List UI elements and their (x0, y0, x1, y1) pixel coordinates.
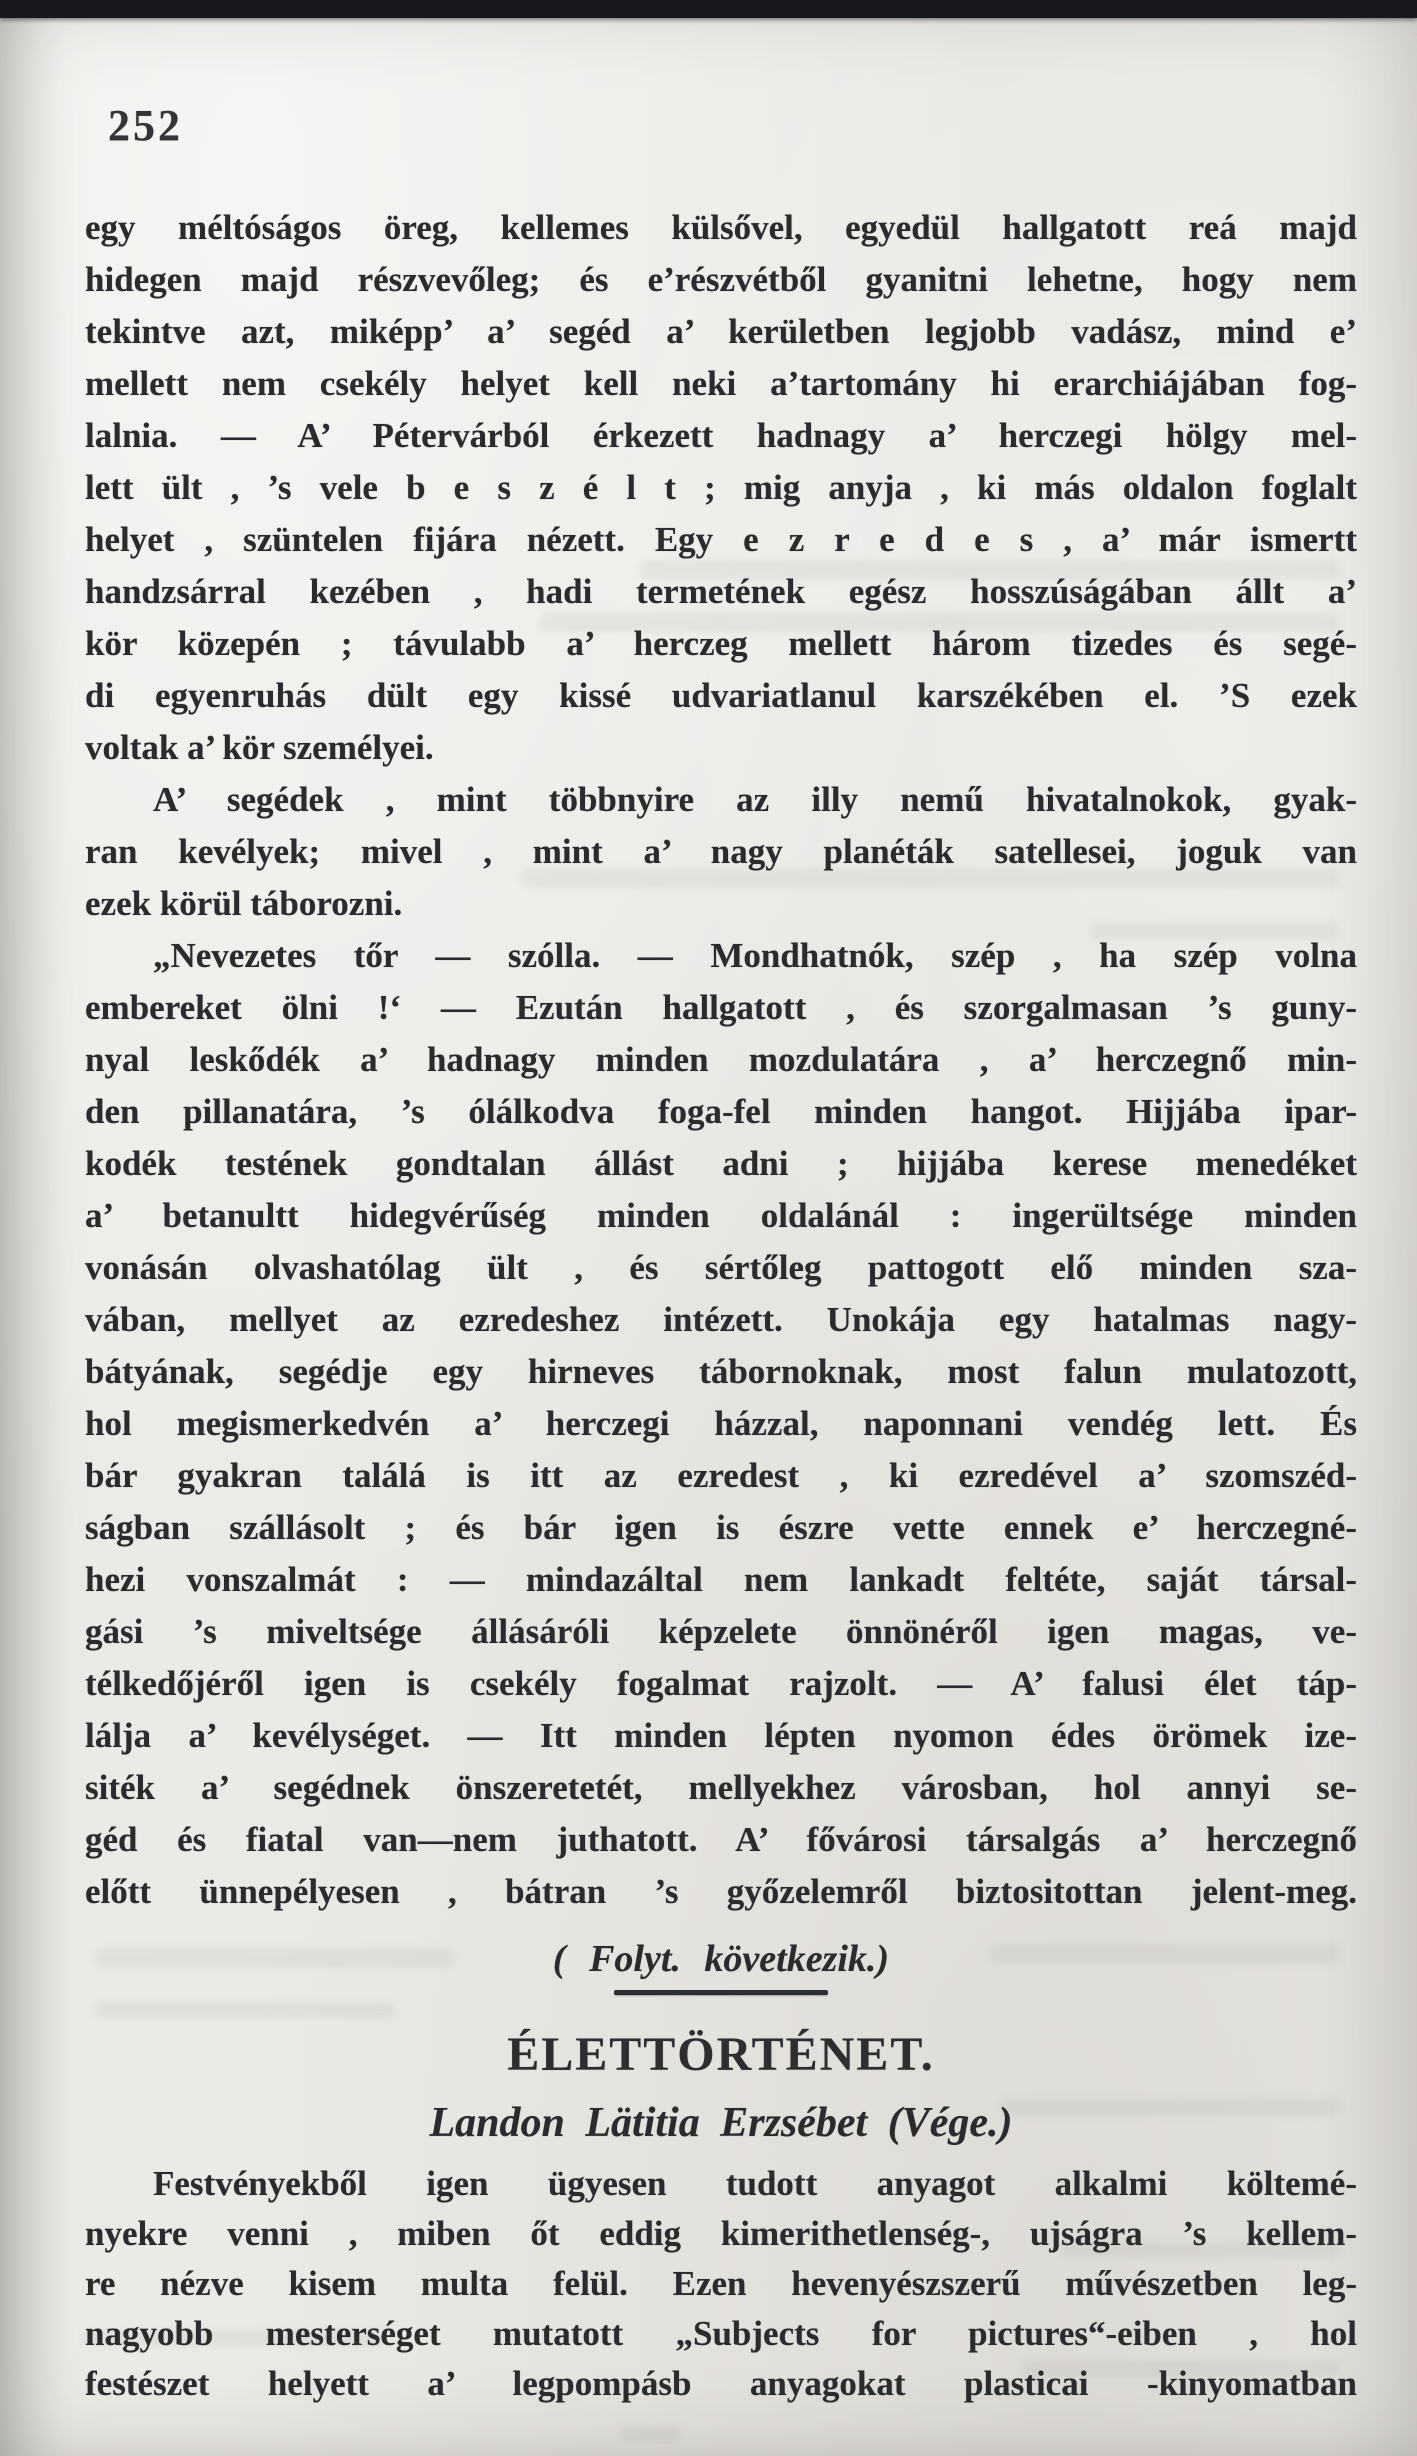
text-line: vában, mellyet az ezredeshez intézett. Unokája egy hatalmas nagy- (85, 1300, 1357, 1339)
text-line: géd és fiatal van—nem juthatott. A’ fővárosi társalgás a’ herczegnő (85, 1820, 1357, 1859)
text-line: lalnia. — A’ Pétervárból érkezett hadnagy a’ herczegi hölgy mel- (85, 416, 1357, 455)
text-line: nyal leskődék a’ hadnagy minden mozdulatára , a’ herczegnő min- (85, 1040, 1357, 1079)
text-line: mellett nem csekély helyet kell neki a’tartomány hi erarchiájában fog- (85, 364, 1357, 403)
text-line: ran kevélyek; mivel , mint a’ nagy planéták satellesei, joguk van (85, 832, 1357, 871)
text-line: gási ’s miveltsége állásáróli képzelete önnönéről igen magas, ve- (85, 1612, 1357, 1651)
paragraph (85, 2159, 1357, 2409)
text-line: siték a’ segédnek önszeretetét, mellyekhez városban, hol annyi se- (85, 1768, 1357, 1807)
text-line: re nézve kisem multa felül. Ezen hevenyészszerű művészetben leg- (85, 2264, 1357, 2303)
text-line: voltak a’ kör személyei. (85, 728, 434, 767)
text-line: hezi vonszalmát : — mindazáltal nem lankadt feltéte, saját társal- (85, 1560, 1357, 1599)
text-line: egy méltóságos öreg, kellemes külsővel, egyedül hallgatott reá majd (85, 208, 1357, 247)
text-line: Festvényekből igen ügyesen tudott anyagot alkalmi költemé- (153, 2164, 1357, 2203)
text-line: A’ segédek , mint többnyire az illy nemű hivatalnokok, gyak- (153, 780, 1357, 819)
text-line: hol megismerkedvén a’ herczegi házzal, naponnani vendég lett. És (85, 1404, 1357, 1443)
scan-edge-band (0, 0, 1417, 18)
continuation-note: ( Folyt. következik.) (552, 1938, 890, 1980)
text-line: ságban szállásolt ; és bár igen is észre vette ennek e’ herczegné- (85, 1508, 1357, 1547)
paragraph (85, 930, 1357, 1918)
text-line: nagyobb mesterséget mutatott „Subjects for pictures“-eiben , hol (85, 2314, 1357, 2353)
text-line: di egyenruhás dült egy kissé udvariatlanul karszékében el. ’S ezek (85, 676, 1357, 715)
text-line: helyet , szüntelen fijára nézett. Egy e z r e d e s , a’ már ismertt (85, 520, 1357, 559)
text-line: lett ült , ’s vele b e s z é l t ; mig anyja , ki más oldalon foglalt (85, 468, 1357, 507)
text-line: handzsárral kezében , hadi termetének egész hosszúságában állt a’ (85, 572, 1357, 611)
text-line: nyekre venni , miben őt eddig kimerithetlenség-, ujságra ’s kellem- (85, 2214, 1357, 2253)
section-heading: ÉLETTÖRTÉNET. (507, 2028, 935, 2081)
text-line: a’ betanultt hidegvérűség minden oldalánál : ingerültsége minden (85, 1196, 1357, 1235)
text-line: lálja a’ kevélységet. — Itt minden lépten nyomon édes örömek ize- (85, 1716, 1357, 1755)
text-line: kodék testének gondtalan állást adni ; hijjába kerese menedéket (85, 1144, 1357, 1183)
text-line: den pillanatára, ’s ólálkodva foga-fel minden hangot. Hijjába ipar- (85, 1092, 1357, 1131)
section-divider (614, 1990, 828, 1995)
body-paragraphs (85, 2159, 1357, 2409)
text-line: kör közepén ; távulabb a’ herczeg mellett három tizedes és segé- (85, 624, 1357, 663)
text-line: vonásán olvashatólag ült , és sértőleg pattogott elő minden sza- (85, 1248, 1357, 1287)
paragraph (85, 202, 1357, 774)
section-subheading: Landon Lätitia Erzsébet (Vége.) (429, 2100, 1013, 2146)
bleedthrough-smudge (620, 2426, 680, 2442)
body-paragraphs (85, 202, 1357, 1918)
text-block (85, 202, 1357, 2409)
page-number: 252 (108, 101, 183, 150)
paragraph (85, 774, 1357, 930)
text-line: tekintve azt, miképp’ a’ segéd a’ kerületben legjobb vadász, mind e’ (85, 312, 1357, 351)
text-line: ezek körül táborozni. (85, 884, 403, 923)
text-line: előtt ünnepélyesen , bátran ’s győzelemről biztositottan jelent-meg. (85, 1872, 1357, 1911)
text-line: bár gyakran találá is itt az ezredest , ki ezredével a’ szomszéd- (85, 1456, 1357, 1495)
text-line: bátyának, segédje egy hirneves tábornoknak, most falun mulatozott, (85, 1352, 1357, 1391)
text-line: „Nevezetes tőr — szólla. — Mondhatnók, szép , ha szép volna (153, 936, 1357, 975)
text-line: festészet helyett a’ legpompásb anyagokat plasticai -kinyomatban (85, 2364, 1357, 2403)
text-line: hidegen majd részvevőleg; és e’részvétből gyanitni lehetne, hogy nem (85, 260, 1357, 299)
text-line: embereket ölni !‘ — Ezután hallgatott , és szorgalmasan ’s guny- (85, 988, 1357, 1027)
text-line: télkedőjéről igen is csekély fogalmat rajzolt. — A’ falusi élet táp- (85, 1664, 1357, 1703)
